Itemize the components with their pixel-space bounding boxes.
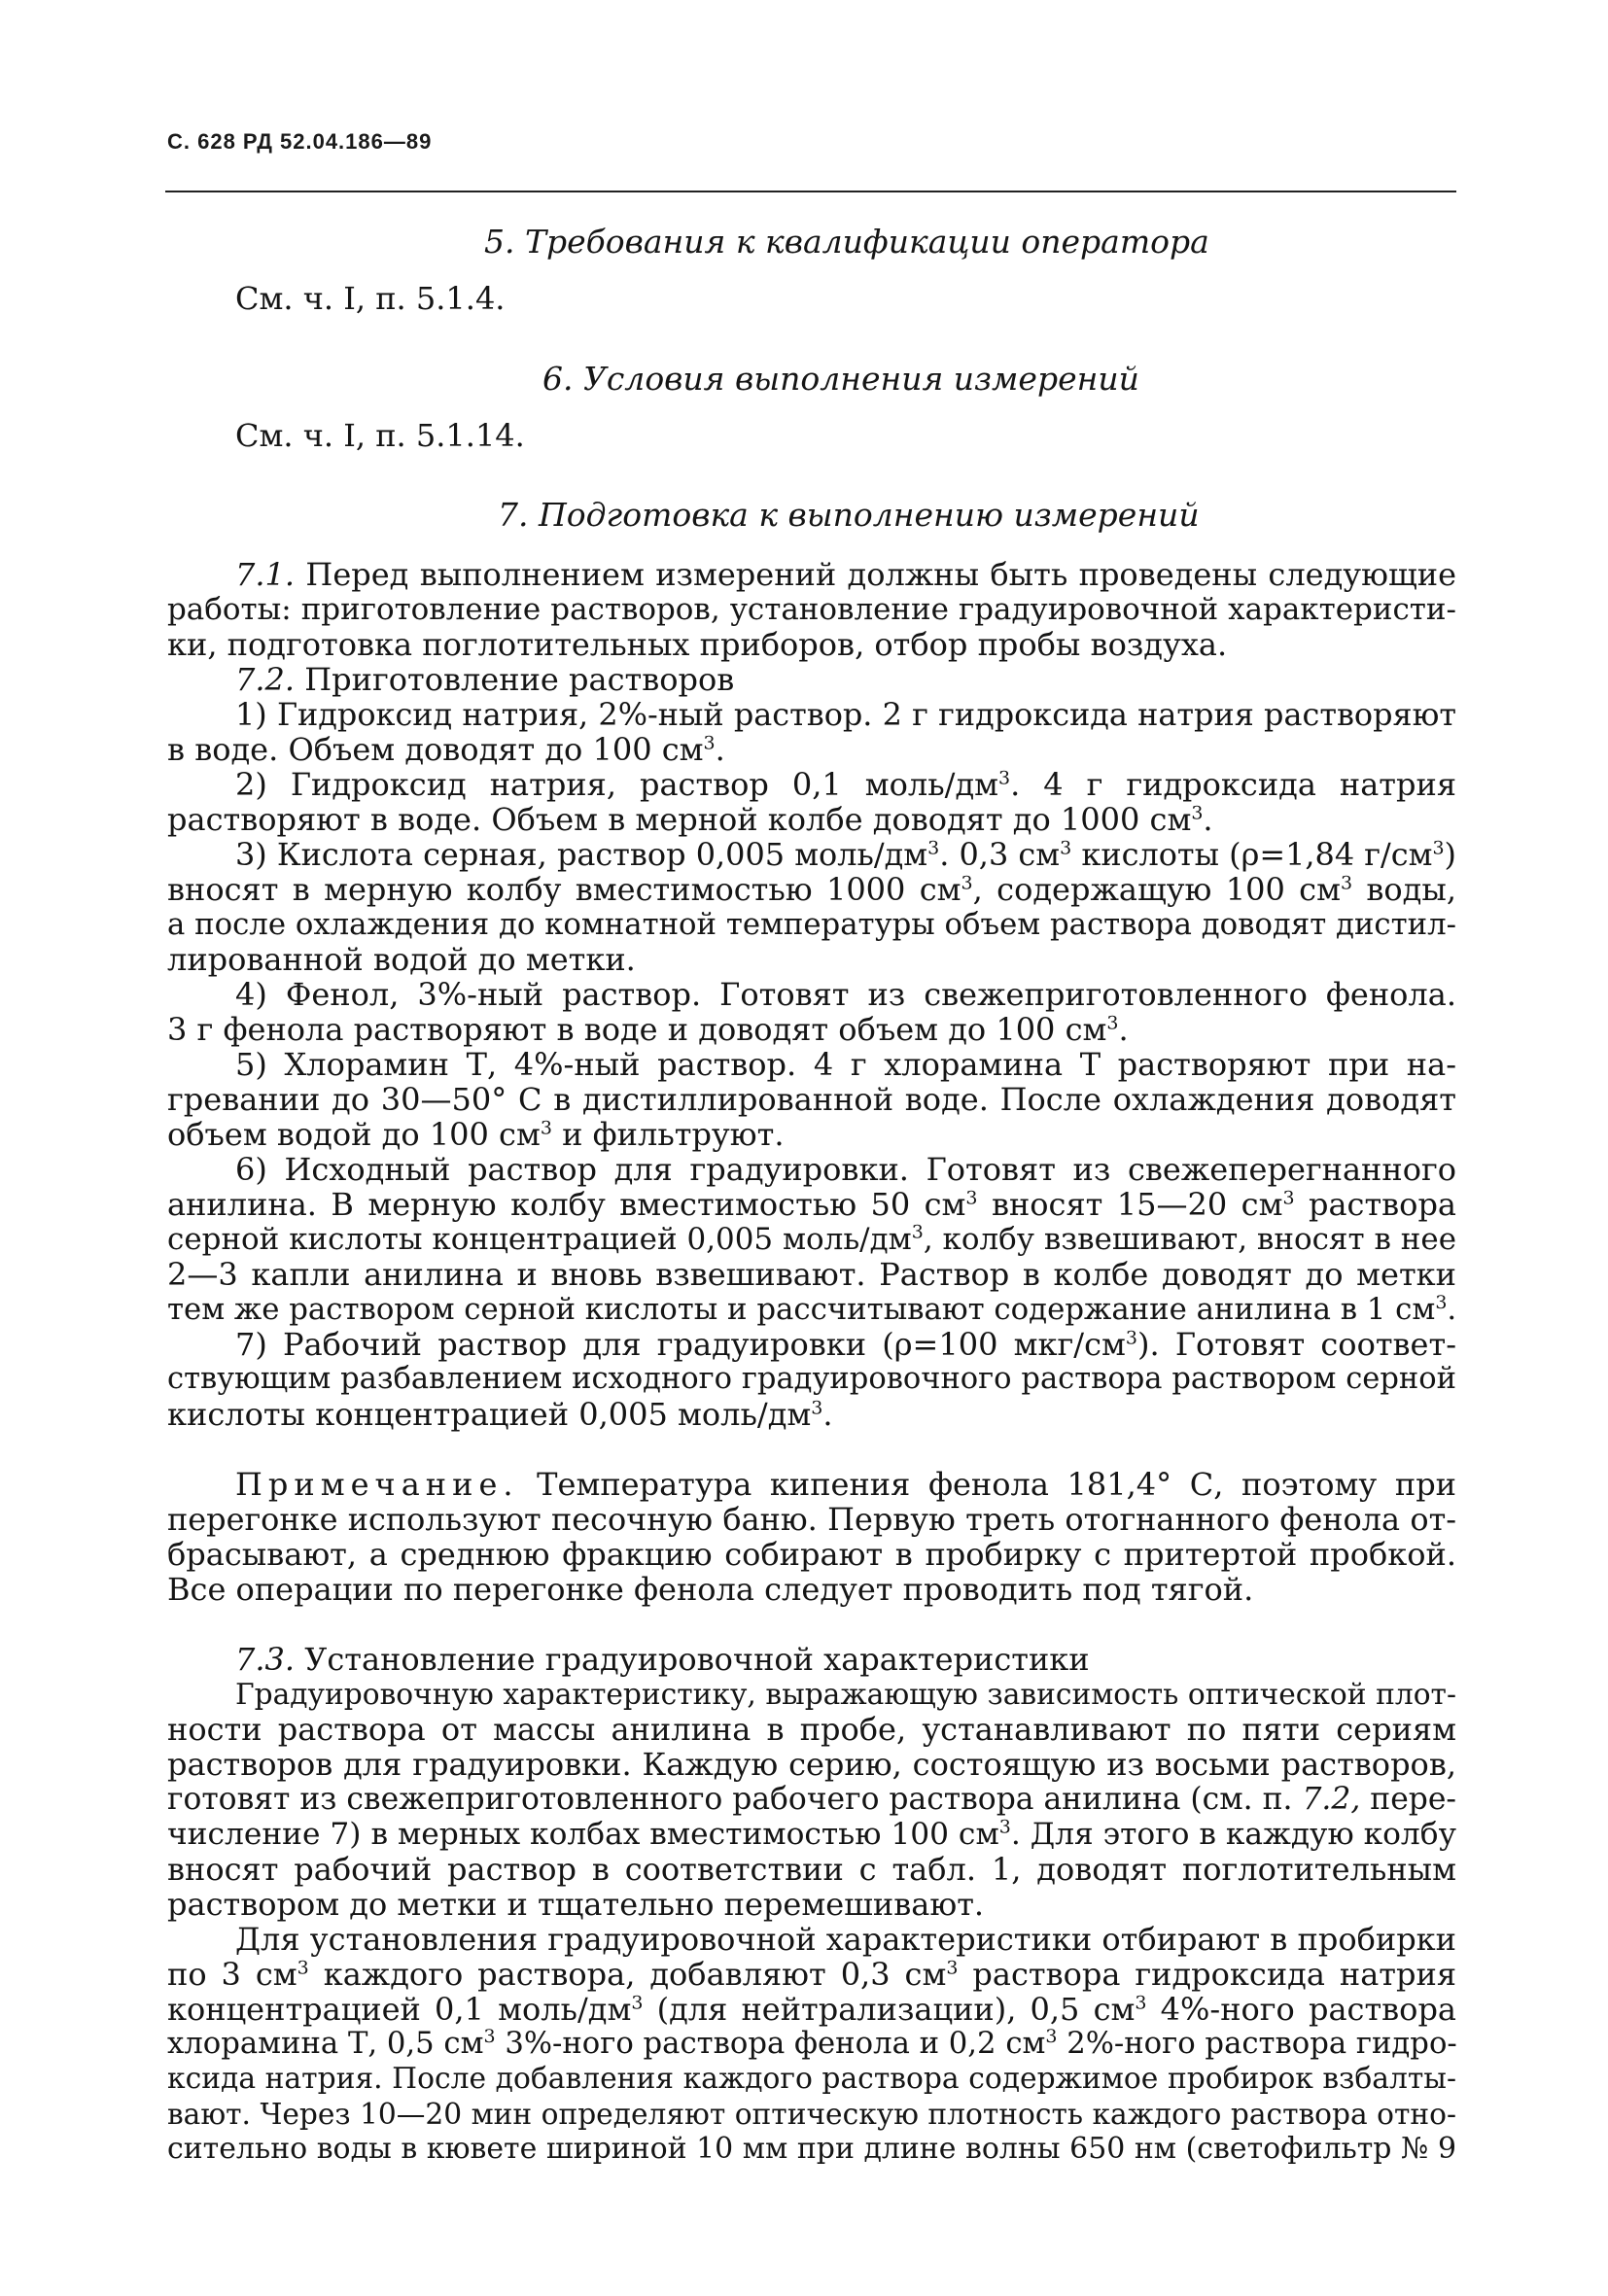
p73b-line-6: вают. Через 10—20 мин определяют оптическую плотность каждого раствора отно- (167, 2097, 1456, 2131)
item-3-line-1: 3) Кислота серная, раствор 0,005 моль/$дм^3$. 0,3 $см^3$ кислоты (ρ=1,84 $г/см^3$) (235, 836, 1456, 873)
p73-heading: 7.3. Установление градуировочной характеристики (235, 1641, 1090, 1678)
item-6-line-2: анилина. В мерную колбу вместимостью 50 $см^3$ вносят 15—20 $см^3$ раствора (167, 1186, 1456, 1223)
item-7-line-3: кислоты концентрацией 0,005 моль/$дм^3$. (167, 1396, 833, 1433)
note-line-2: перегонке используют песочную баню. Первую треть отогнанного фенола от- (167, 1501, 1456, 1538)
p73a-line-7: раствором до метки и тщательно перемешивают. (167, 1886, 985, 1923)
note-line-4: Все операции по перегонке фенола следует проводить под тягой. (167, 1571, 1254, 1608)
p72-heading: 7.2. Приготовление растворов (235, 661, 735, 698)
p73b-line-2: по 3 $см^3$ каждого раствора, добавляют 0,3 $см^3$ раствора гидроксида натрия (167, 1956, 1457, 1993)
item-3-line-4: лированной водой до метки. (167, 941, 636, 978)
section-6-title: 6. Условия выполнения измерений (542, 360, 1139, 398)
p71-number: 7.1. (235, 556, 296, 593)
p73-number: 7.3. (235, 1641, 296, 1678)
note-line-1: Примечание. Температура кипения фенола 181,4° С, поэтому при (235, 1466, 1457, 1503)
item-2-line-2: растворяют в воде. Объем в мерной колбе доводят до 1000 $см^3$. (167, 801, 1213, 838)
item-5-line-3: объем водой до 100 $см^3$ и фильтруют. (167, 1116, 785, 1153)
p73a-line-6: вносят рабочий раствор в соответствии с табл. 1, доводят поглотительным (167, 1851, 1456, 1888)
p73a-line-3: растворов для градуировки. Каждую серию, состоящую из восьми растворов, (167, 1746, 1456, 1783)
section-7-title: 7. Подготовка к выполнению измерений (498, 496, 1200, 534)
p73b-line-4: хлорамина Т, 0,5 $см^3$ 3%-ного раствора фенола и 0,2 $см^3$ 2%-ного раствора гидро- (167, 2025, 1457, 2061)
item-4-line-1: 4) Фенол, 3%-ный раствор. Готовят из свежеприготовленного фенола. (235, 976, 1456, 1013)
p72-number: 7.2. (235, 661, 296, 698)
header-rule (165, 191, 1456, 192)
item-1-line-1: 1) Гидроксид натрия, 2%-ный раствор. 2 г гидроксида натрия растворяют (235, 696, 1456, 733)
page-header: С. 628 РД 52.04.186—89 (167, 129, 433, 154)
item-6-line-4: 2—3 капли анилина и вновь взвешивают. Раствор в колбе доводят до метки (167, 1256, 1456, 1293)
item-2-line-1: 2) Гидроксид натрия, раствор 0,1 моль/$дм^3$. 4 г гидроксида натрия (235, 766, 1457, 803)
p73a-line-4: готовят из свежеприготовленного рабочего раствора анилина (см. п. 7.2, пере- (167, 1782, 1457, 1817)
note-line-3: брасывают, а среднюю фракцию собирают в пробирку с притертой пробкой. (167, 1536, 1456, 1573)
section-6-ref: См. ч. I, п. 5.1.14. (235, 417, 525, 454)
item-6-line-1: 6) Исходный раствор для градуировки. Готовят из свежеперегнанного (235, 1151, 1456, 1188)
item-3-line-2: вносят в мерную колбу вместимостью 1000 $см^3$, содержащую 100 $см^3$ воды, (167, 871, 1457, 908)
p73b-line-7: сительно воды в кювете шириной 10 мм при длине волны 650 нм (светофильтр № 9 (167, 2132, 1456, 2166)
item-5-line-2: гревании до 30—50° С в дистиллированной воде. После охлаждения доводят (167, 1081, 1456, 1118)
item-5-line-1: 5) Хлорамин Т, 4%-ный раствор. 4 г хлорамина Т растворяют при на- (235, 1046, 1456, 1083)
p73a-line-1: Градуировочную характеристику, выражающую зависимость оптической плот- (235, 1677, 1456, 1711)
item-4-line-2: 3 г фенола растворяют в воде и доводят объем до 100 $см^3$. (167, 1011, 1129, 1048)
section-reference: 7.2, (1302, 1782, 1361, 1817)
p73b-line-1: Для установления градуировочной характеристики отбирают в пробирки (235, 1921, 1456, 1958)
item-7-line-2: ствующим разбавлением исходного градуировочного раствора раствором серной (167, 1362, 1456, 1396)
p73b-line-3: концентрацией 0,1 моль/$дм^3$ (для нейтрализации), 0,5 $см^3$ 4%-ного раствора (167, 1991, 1456, 2028)
item-1-line-2: в воде. Объем доводят до 100 $см^3$. (167, 731, 725, 768)
item-7-line-1: 7) Рабочий раствор для градуировки (ρ=100 мкг/$см^3$). Готовят соответ- (235, 1326, 1457, 1363)
p73a-line-5: числение 7) в мерных колбах вместимостью 100 $см^3$. Для этого в каждую колбу (167, 1816, 1456, 1852)
note-label: Примечание. (235, 1466, 519, 1503)
p71-line-2: работы: приготовление растворов, установление градуировочной характеристи- (167, 592, 1456, 627)
section-5-title: 5. Требования к квалификации оператора (484, 223, 1209, 261)
p71-line-3: ки, подготовка поглотительных приборов, отбор пробы воздуха. (167, 626, 1228, 663)
p73a-line-2: ности раствора от массы анилина в пробе, устанавливают по пяти сериям (167, 1711, 1456, 1748)
p71-line-1: 7.1. Перед выполнением измерений должны быть проведены следующие (235, 556, 1457, 593)
item-3-line-3: а после охлаждения до комнатной температуры объем раствора доводят дистил- (167, 907, 1456, 942)
item-6-line-3: серной кислоты концентрацией 0,005 моль/$дм^3$, колбу взвешивают, вносят в нее (167, 1221, 1457, 1257)
p73b-line-5: ксида натрия. После добавления каждого раствора содержимое пробирок взбалты- (167, 2062, 1456, 2096)
section-5-ref: См. ч. I, п. 5.1.4. (235, 280, 506, 317)
item-6-line-5: тем же раствором серной кислоты и рассчитывают содержание анилина в 1 $см^3$. (167, 1291, 1457, 1327)
